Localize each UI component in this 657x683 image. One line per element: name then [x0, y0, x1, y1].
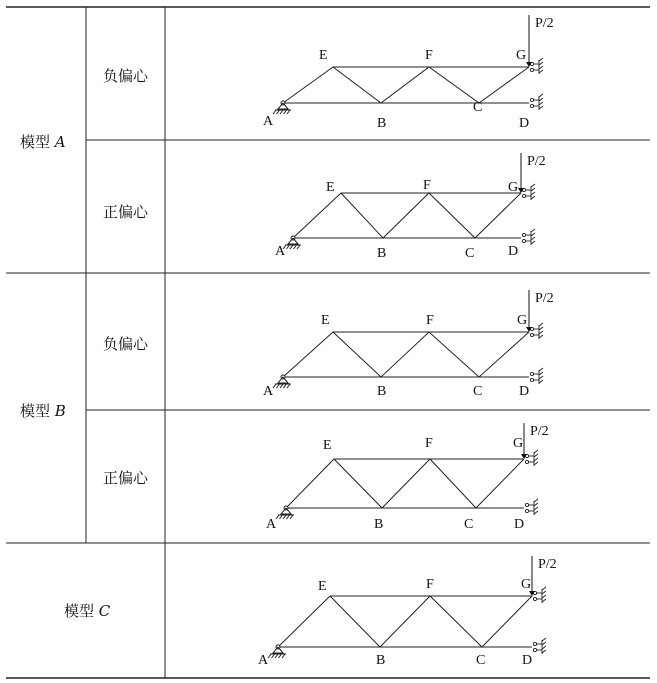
model-c-node-c: C [476, 653, 486, 668]
truss-diagram-model-a-positive [291, 193, 521, 240]
model-b-positive-pin-support-a [276, 508, 294, 519]
model-c-roller-support-g [533, 587, 546, 603]
model-a-negative-label: 负偏心 [103, 67, 149, 85]
model-b-positive-load-arrow [521, 423, 549, 459]
model-c-node-a: A [258, 653, 269, 668]
model-b-positive-roller-support-d [525, 499, 538, 515]
model-a-negative-roller-support-g [530, 58, 543, 74]
model-a-negative-load-arrow [526, 15, 554, 67]
model-b-negative-node-d: D [519, 384, 530, 399]
model-b-negative-roller-support-g [530, 323, 543, 339]
model-b-negative-node-g: G [517, 313, 528, 328]
model-a-negative-node-d: D [519, 116, 530, 131]
model-b-negative-pin-support-a [273, 377, 291, 388]
model-a-positive-node-d: D [508, 244, 519, 259]
model-a-positive-node-e: E [326, 180, 335, 195]
model-b-negative-node-a: A [263, 384, 274, 399]
model-a-negative-node-a: A [263, 114, 274, 129]
model-a-positive-roller-support-d [522, 229, 535, 245]
model-b-positive-roller-support-g [525, 450, 538, 466]
model-b-positive-load-arrow-label: P/2 [530, 424, 549, 439]
model-c-node-f: F [426, 577, 434, 592]
model-b-negative-node-f: F [426, 313, 434, 328]
model-c-node-d: D [522, 653, 533, 668]
model-a-negative-node-e: E [319, 48, 328, 63]
model-a-negative-roller-support-d [530, 94, 543, 110]
model-a-positive-node-b: B [377, 246, 387, 261]
model-a-negative-node-c: C [473, 100, 483, 115]
model-b-positive-node-c: C [464, 517, 474, 532]
model-a-label: 模型 A [20, 133, 66, 151]
model-a-negative-node-g: G [516, 48, 527, 63]
model-a-positive-load-arrow [518, 153, 546, 193]
model-c-load-arrow-label: P/2 [538, 557, 557, 572]
model-b-positive-node-e: E [323, 438, 332, 453]
model-b-positive-node-b: B [374, 517, 384, 532]
model-a-positive-roller-support-g [522, 184, 535, 200]
model-a-positive-node-g: G [508, 180, 519, 195]
model-a-positive-label: 正偏心 [103, 203, 149, 221]
model-b-label: 模型 B [20, 402, 66, 420]
model-b-negative-node-b: B [377, 384, 387, 399]
model-b-positive-label: 正偏心 [103, 469, 149, 487]
truss-diagram-model-a-negative [281, 67, 529, 105]
model-a-negative-node-f: F [425, 48, 433, 63]
model-c-roller-support-d [533, 638, 546, 654]
model-c-node-e: E [318, 579, 327, 594]
truss-diagram-model-b-positive [284, 459, 524, 510]
model-c-label: 模型 C [64, 602, 111, 620]
model-a-negative-load-arrow-label: P/2 [535, 16, 554, 31]
model-a-negative-pin-support-a [273, 103, 291, 114]
model-c-node-g: G [521, 577, 532, 592]
truss-diagram-model-c [276, 596, 532, 649]
truss-diagram-model-b-negative [281, 332, 529, 379]
model-a-positive-load-arrow-label: P/2 [527, 154, 546, 169]
model-a-positive-node-a: A [275, 244, 286, 259]
model-b-positive-node-d: D [514, 517, 525, 532]
model-b-negative-node-e: E [321, 313, 330, 328]
model-a-positive-node-f: F [423, 178, 431, 193]
model-b-negative-label: 负偏心 [103, 335, 149, 353]
model-a-negative-node-b: B [377, 116, 387, 131]
model-a-positive-pin-support-a [283, 238, 301, 249]
model-b-negative-roller-support-d [530, 368, 543, 384]
model-c-pin-support-a [268, 647, 286, 658]
model-b-positive-node-g: G [513, 436, 524, 451]
model-c-node-b: B [376, 653, 386, 668]
model-b-positive-node-a: A [266, 517, 277, 532]
model-b-negative-node-c: C [473, 384, 483, 399]
model-b-negative-load-arrow-label: P/2 [535, 291, 554, 306]
model-b-positive-node-f: F [425, 436, 433, 451]
model-c-load-arrow [529, 556, 557, 596]
model-a-positive-node-c: C [465, 246, 475, 261]
